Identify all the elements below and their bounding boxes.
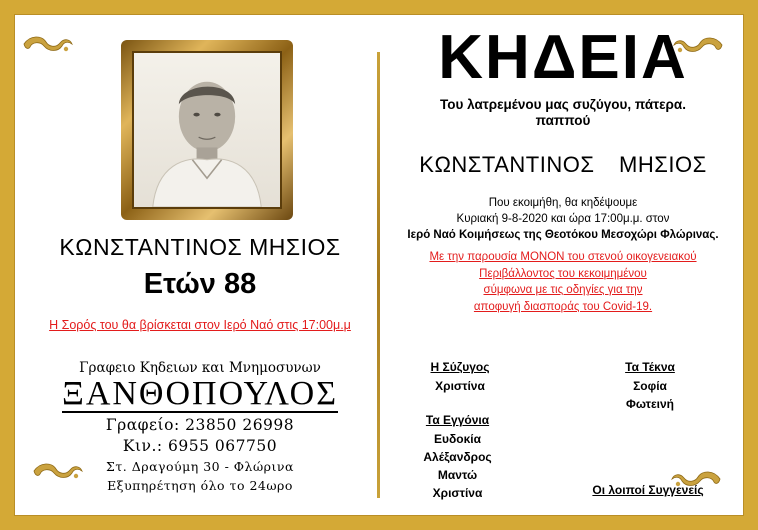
spouse-heading: Η Σύζυγος — [430, 360, 490, 374]
grandchild-name: Μαντώ — [437, 468, 478, 482]
funeral-office-title: Γραφειο Κηδειων και Μνημοσυνων — [79, 360, 321, 376]
mobile-phone: Κιν.: 6955 067750 — [122, 437, 278, 455]
children-heading: Τα Τέκνα — [625, 360, 675, 374]
info-line: Κυριακή 9-8-2020 και ώρα 17:00μ.μ. στον — [456, 213, 670, 225]
covid-line: σύμφωνα με τις οδηγίες για την — [483, 284, 643, 296]
deceased-name: ΚΩΝΣΤΑΝΤΙΝΟΣ ΜΗΣΙΟΣ — [59, 234, 341, 260]
grandchild-name: Χριστίνα — [432, 486, 483, 500]
service-hours: Εξυπηρέτηση όλο το 24ωρο — [107, 478, 293, 493]
age-label: Ετών 88 — [143, 268, 257, 300]
children-section — [590, 360, 710, 413]
covid-line: Με την παρουσία ΜΟΝΟΝ του στενού οικογενειακού — [429, 251, 697, 263]
spouse-section — [410, 360, 510, 395]
grandchild-name: Ευδοκία — [434, 432, 481, 446]
funeral-info — [386, 195, 740, 243]
viewing-notice: Η Σορός του θα βρίσκεται στον Ιερό Ναό στις 17:00μ.μ — [49, 318, 351, 332]
covid-notice — [386, 249, 740, 315]
grandchild-name: Αλέξανδρος — [423, 450, 492, 464]
subtitle-line: Του λατρεμένου μας συζύγου, πάτερα. — [440, 97, 686, 112]
spouse-name: Χριστίνα — [435, 379, 485, 393]
deceased-portrait — [132, 51, 282, 209]
covid-line: Περιβάλλοντος του κεκοιμημένου — [479, 267, 647, 280]
child-name: Φωτεινή — [625, 397, 675, 411]
child-name: Σοφία — [633, 379, 667, 393]
office-address: Στ. Δραγούμη 30 - Φλώρινα — [106, 459, 294, 474]
grandchildren-heading: Τα Εγγόνια — [425, 413, 490, 427]
notice-title: ΚΗΔΕΙΑ — [438, 23, 688, 92]
office-phone: Γραφείο: 23850 26998 — [105, 416, 295, 434]
covid-line: αποφυγή διασποράς του Covid-19. — [473, 300, 653, 313]
other-relatives: Οι λοιποί Συγγενείς — [592, 483, 704, 497]
funeral-office-block — [20, 360, 380, 493]
info-line: Ιερό Ναό Κοιμήσεως της Θεοτόκου Μεσοχώρι Φλώρινας. — [407, 229, 719, 241]
notice-subtitle — [386, 97, 740, 129]
info-line: Που εκοιμήθη, θα κηδέψουμε — [488, 197, 638, 209]
portrait-frame — [121, 40, 293, 220]
deceased-full-name — [386, 152, 740, 178]
subtitle-line: παππού — [535, 113, 591, 128]
scroll-ornament-icon — [22, 33, 74, 55]
funeral-office-name: ΞΑΝΘΟΠΟΥΛΟΣ — [61, 375, 339, 412]
last-name: ΜΗΣΙΟΣ — [619, 152, 707, 177]
grandchildren-section — [405, 413, 510, 502]
first-name: ΚΩΝΣΤΑΝΤΙΝΟΣ — [419, 152, 595, 177]
